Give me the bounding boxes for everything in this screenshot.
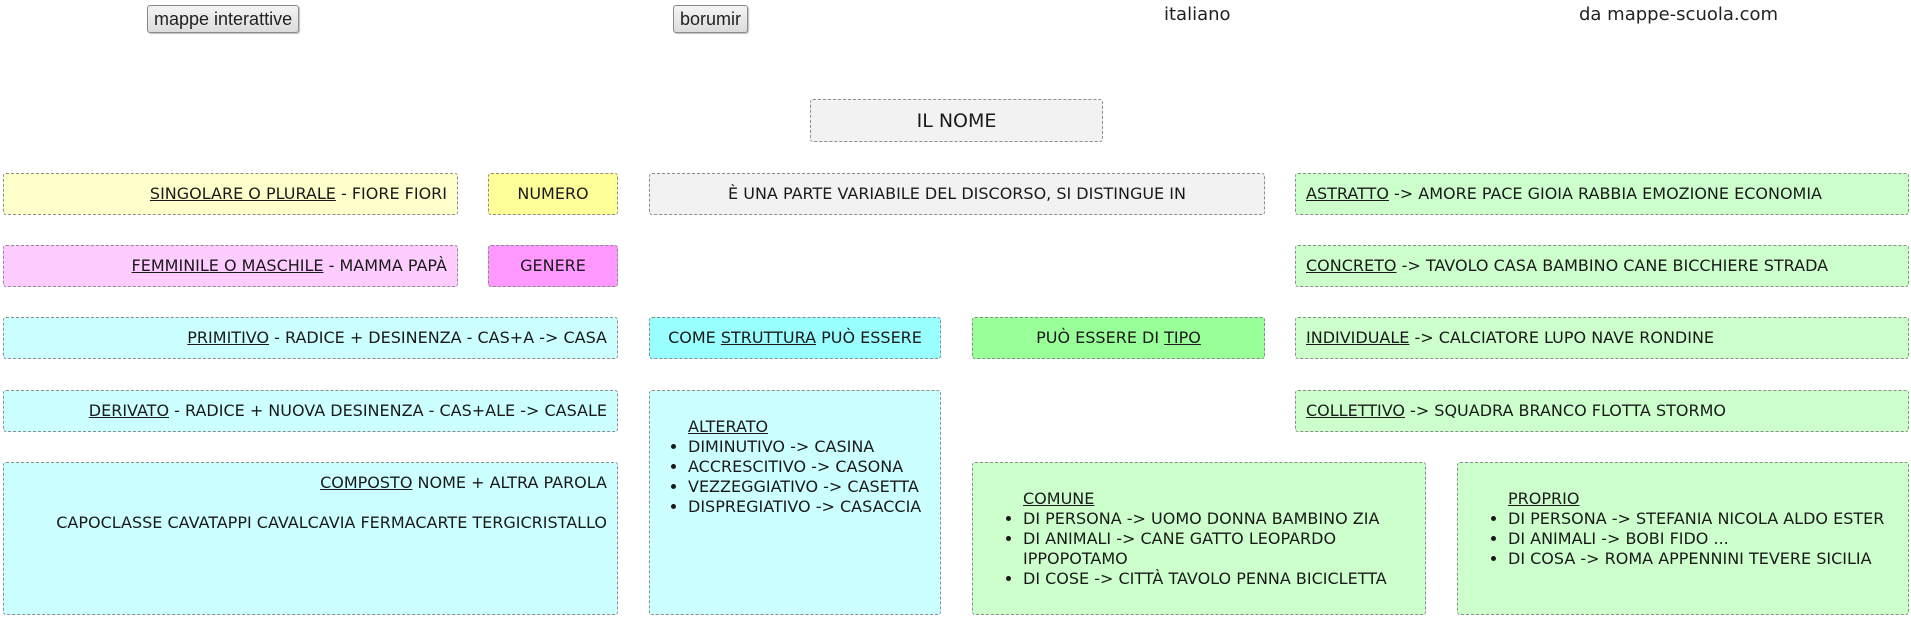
primitivo-key: PRIMITIVO [187, 328, 270, 347]
astratto-node[interactable] [1295, 173, 1909, 215]
individuale-key: INDIVIDUALE [1306, 328, 1410, 347]
alterato-heading: ALTERATO [688, 417, 769, 436]
list-item: • DI PERSONA -> STEFANIA NICOLA ALDO ESTER [1508, 509, 1884, 529]
source-label: da mappe-scuola.com [1579, 4, 1779, 25]
composto-key: COMPOSTO [320, 473, 413, 492]
tipo-node[interactable] [972, 317, 1265, 359]
struttura-label-pre: COME [668, 328, 721, 347]
tipo-label-key: TIPO [1164, 328, 1201, 347]
list-item: • DI PERSONA -> UOMO DONNA BAMBINO ZIA [1023, 509, 1415, 529]
title-text: IL NOME [916, 109, 997, 132]
primitivo-node[interactable] [3, 317, 618, 359]
list-item: • VEZZEGGIATIVO -> CASETTA [688, 477, 921, 497]
proprio-heading: PROPRIO [1508, 489, 1580, 508]
individuale-node[interactable] [1295, 317, 1909, 359]
alterato-list [670, 437, 921, 517]
comune-list [1005, 509, 1415, 589]
genere-label: GENERE [520, 256, 586, 275]
list-item: • DI COSA -> ROMA APPENNINI TEVERE SICILIA [1508, 549, 1884, 569]
draft-button[interactable]: borumir [673, 5, 748, 33]
concreto-key: CONCRETO [1306, 256, 1397, 275]
list-item: • DI ANIMALI -> BOBI FIDO ... [1508, 529, 1884, 549]
list-item: • DIMINUTIVO -> CASINA [688, 437, 921, 457]
list-item: • DI COSE -> CITTÀ TAVOLO PENNA BICICLETTA [1023, 569, 1415, 589]
tipo-label-pre: PUÒ ESSERE DI [1036, 328, 1165, 347]
struttura-label-key: STRUTTURA [720, 328, 817, 347]
genere-detail-key: FEMMINILE O MASCHILE [131, 256, 324, 275]
language-label: italiano [1164, 4, 1231, 25]
list-item: • ACCRESCITIVO -> CASONA [688, 457, 921, 477]
struttura-node[interactable] [649, 317, 941, 359]
interactive-maps-button[interactable]: mappe interattive [147, 5, 299, 33]
alterato-node[interactable] [649, 390, 941, 615]
proprio-node[interactable] [1457, 462, 1909, 615]
definition-text: È UNA PARTE VARIABILE DEL DISCORSO, SI DISTINGUE IN [728, 184, 1186, 203]
definition-node[interactable] [649, 173, 1265, 215]
derivato-node[interactable] [3, 390, 618, 432]
genere-detail-rest: - MAMMA PAPÀ [323, 256, 447, 275]
numero-detail-node[interactable] [3, 173, 458, 215]
genere-detail-node[interactable] [3, 245, 458, 287]
individuale-rest: -> CALCIATORE LUPO NAVE RONDINE [1409, 328, 1715, 347]
numero-detail-rest: - FIORE FIORI [335, 184, 447, 203]
collettivo-rest: -> SQUADRA BRANCO FLOTTA STORMO [1404, 401, 1726, 420]
derivato-rest: - RADICE + NUOVA DESINENZA - CAS+ALE -> CASALE [169, 401, 607, 420]
collettivo-key: COLLETTIVO [1306, 401, 1405, 420]
title-node[interactable] [810, 99, 1103, 142]
concreto-rest: -> TAVOLO CASA BAMBINO CANE BICCHIERE STRADA [1396, 256, 1829, 275]
numero-node[interactable] [488, 173, 618, 215]
composto-examples: CAPOCLASSE CAVATAPPI CAVALCAVIA FERMACARTE TERGICRISTALLO [56, 513, 607, 532]
list-item: • DISPREGIATIVO -> CASACCIA [688, 497, 921, 517]
genere-node[interactable] [488, 245, 618, 287]
proprio-list [1490, 509, 1884, 569]
list-item: • DI ANIMALI -> CANE GATTO LEOPARDO IPPOPOTAMO [1023, 529, 1415, 569]
composto-rest: NOME + ALTRA PAROLA [412, 473, 607, 492]
numero-label: NUMERO [517, 184, 589, 203]
comune-node[interactable] [972, 462, 1426, 615]
concreto-node[interactable] [1295, 245, 1909, 287]
astratto-key: ASTRATTO [1306, 184, 1389, 203]
derivato-key: DERIVATO [88, 401, 170, 420]
collettivo-node[interactable] [1295, 390, 1909, 432]
composto-node[interactable] [3, 462, 618, 615]
primitivo-rest: - RADICE + DESINENZA - CAS+A -> CASA [269, 328, 607, 347]
struttura-label-post: PUÒ ESSERE [816, 328, 922, 347]
comune-heading: COMUNE [1023, 489, 1095, 508]
astratto-rest: -> AMORE PACE GIOIA RABBIA EMOZIONE ECONOMIA [1388, 184, 1822, 203]
numero-detail-key: SINGOLARE O PLURALE [149, 184, 336, 203]
